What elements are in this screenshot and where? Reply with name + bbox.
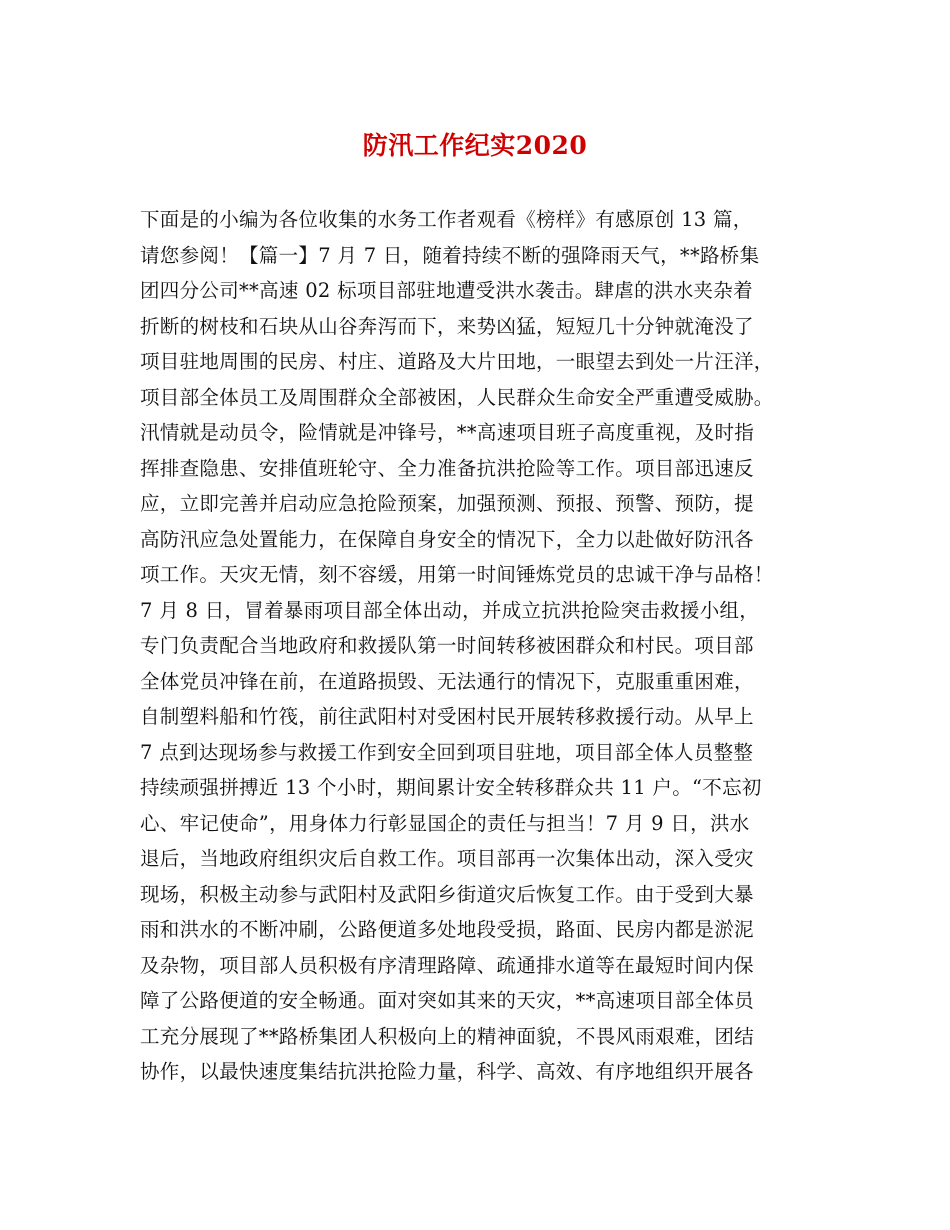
body-line: 工充分展现了**路桥集团人积极向上的精神面貌，不畏风雨艰难，团结: [140, 1024, 755, 1048]
body-line: 及杂物，项目部人员积极有序清理路障、疏通排水道等在最短时间内保: [140, 953, 754, 977]
body-line: 7 点到达现场参与救援工作到安全回到项目驻地，项目部全体人员整整: [140, 740, 754, 764]
body-line: 持续顽强拼搏近 13 个小时，期间累计安全转移群众共 11 户。“不忘初: [140, 776, 762, 799]
body-line: 自制塑料船和竹筏，前往武阳村对受困村民开展转移救援行动。从早上: [140, 705, 754, 728]
body-line: 雨和洪水的不断冲刷，公路便道多处地段受损，路面、民房内都是淤泥: [140, 918, 754, 941]
body-line: 项目部全体员工及周围群众全部被困，人民群众生命安全严重遭受威胁。: [140, 385, 774, 409]
body-line: 折断的树枝和石块从山谷奔泻而下，来势凶猛，短短几十分钟就淹没了: [140, 314, 754, 338]
body-line: 心、牢记使命”，用身体力行彰显国企的责任与担当！7 月 9 日，洪水: [140, 811, 750, 835]
body-line: 高防汛应急处置能力，在保障自身安全的情况下，全力以赴做好防汛各: [140, 527, 754, 551]
body-line: 下面是的小编为各位收集的水务工作者观看《榜样》有感原创 13 篇，: [140, 208, 753, 231]
body-line: 项目驻地周围的民房、村庄、道路及大片田地，一眼望去到处一片汪洋，: [140, 350, 774, 373]
body-line: 专门负责配合当地政府和救援队第一时间转移被困群众和村民。项目部: [140, 634, 754, 657]
body-line: 请您参阅！【篇一】7 月 7 日，随着持续不断的强降雨天气，**路桥集: [140, 243, 760, 267]
body-line: 挥排查隐患、安排值班轮守、全力准备抗洪抢险等工作。项目部迅速反: [140, 456, 754, 480]
body-line: 障了公路便道的安全畅通。面对突如其来的天灾，**高速项目部全体员: [140, 989, 755, 1012]
body-line: 协作，以最快速度集结抗洪抢险力量，科学、高效、有序地组织开展各: [140, 1060, 754, 1083]
body-line: 汛情就是动员令，险情就是冲锋号，**高速项目班子高度重视，及时指: [140, 421, 755, 444]
body-line: 应，立即完善并启动应急抢险预案，加强预测、预报、预警、预防，提: [140, 492, 754, 515]
body-line: 团四分公司**高速 02 标项目部驻地遭受洪水袭击。肆虐的洪水夹杂着: [140, 279, 753, 302]
document-title: 防汛工作纪实2020: [362, 131, 588, 160]
body-line: 全体党员冲锋在前，在道路损毁、无法通行的情况下，克服重重困难，: [140, 669, 754, 693]
body-line: 7 月 8 日，冒着暴雨项目部全体出动，并成立抗洪抢险突击救援小组，: [140, 598, 760, 622]
document-body: [140, 202, 820, 1090]
body-line: 现场，积极主动参与武阳村及武阳乡街道灾后恢复工作。由于受到大暴: [140, 882, 754, 906]
body-line: 退后，当地政府组织灾后自救工作。项目部再一次集体出动，深入受灾: [140, 847, 754, 870]
body-line: 项工作。天灾无情，刻不容缓，用第一时间锤炼党员的忠诚干净与品格！: [140, 563, 774, 586]
